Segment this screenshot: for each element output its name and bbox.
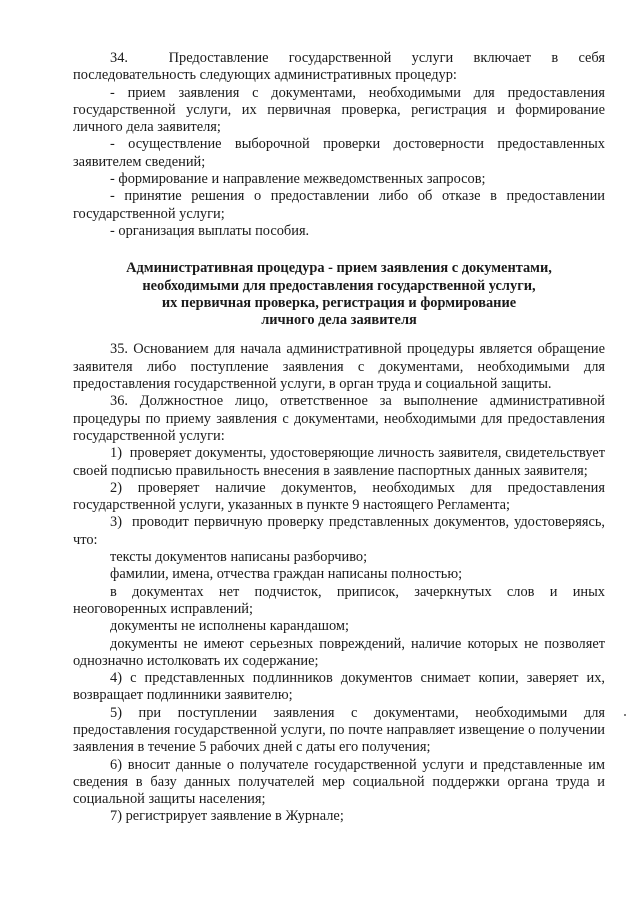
subitem-5: 5) при поступлении заявления с документами, необходимыми для предоставления государственной услуги, по почте направляет извещение о получении заявления в течение 5 рабочих дней с даты его получения;	[73, 704, 605, 756]
procedure-bullet-3: - формирование и направление межведомственных запросов;	[110, 171, 486, 188]
heading-line-2: необходимыми для предоставления государственной услуги,	[142, 277, 536, 294]
check-item-1: тексты документов написаны разборчиво;	[110, 549, 368, 566]
check-item-5: документы не имеют серьезных повреждений, наличие которых не позволяет однозначно истолковать их содержание;	[73, 635, 605, 669]
subitem-6: 6) вносит данные о получателе государственной услуги и представленные им сведения в базу данных получателей мер социальной поддержки органа труда и социальной защиты населения;	[73, 756, 605, 808]
check-item-2: фамилии, имена, отчества граждан написаны полностью;	[110, 566, 463, 583]
paragraph-34-intro: 34. Предоставление государственной услуги включает в себя последовательность следующих административных процедур:	[73, 50, 605, 84]
heading-line-4: личного дела заявителя	[261, 312, 417, 329]
subitem-1: 1) проверяет документы, удостоверяющие личность заявителя, свидетельствует своей подписью правильность внесения в заявление паспортных данных заявителя;	[73, 445, 605, 479]
section-heading	[73, 260, 605, 329]
check-item-4: документы не исполнены карандашом;	[110, 618, 350, 635]
subitem-7: 7) регистрирует заявление в Журнале;	[110, 808, 344, 825]
procedure-bullet-2: - осуществление выборочной проверки достоверности предоставленных заявителем сведений;	[73, 136, 605, 170]
document-page	[73, 50, 605, 826]
check-item-3: в документах нет подчисток, приписок, зачеркнутых слов и иных неоговоренных исправлений;	[73, 583, 605, 617]
subitem-3: 3) проводит первичную проверку представленных документов, удостоверяясь, что:	[73, 514, 605, 548]
procedure-bullet-5: - организация выплаты пособия.	[110, 222, 310, 239]
paragraph-35: 35. Основанием для начала административной процедуры является обращение заявителя либо поступление заявления с документами, необходимыми для предоставления государственной услуги, в орган труда и социальной защиты.	[73, 341, 605, 393]
heading-line-3: их первичная проверка, регистрация и формирование	[161, 294, 517, 311]
paragraph-36: 36. Должностное лицо, ответственное за выполнение административной процедуры по приему заявления с документами, необходимыми для предоставления государственной услуги:	[73, 393, 605, 444]
heading-line-1: Административная процедура - прием заявления с документами,	[126, 260, 552, 277]
procedure-bullet-1: - прием заявления с документами, необходимыми для предоставления государственной услуги, их первичная проверка, регистрация и формирование личного дела заявителя;	[73, 84, 605, 136]
subitem-2: 2) проверяет наличие документов, необходимых для предоставления государственной услуги, указанных в пункте 9 настоящего Регламента;	[73, 479, 605, 514]
subitem-4: 4) с представленных подлинников документов снимает копии, заверяет их, возвращает подлинники заявителю;	[73, 670, 605, 704]
scan-speck	[624, 714, 626, 716]
procedure-bullet-4: - принятие решения о предоставлении либо об отказе в предоставлении государственной услуги;	[73, 188, 605, 222]
